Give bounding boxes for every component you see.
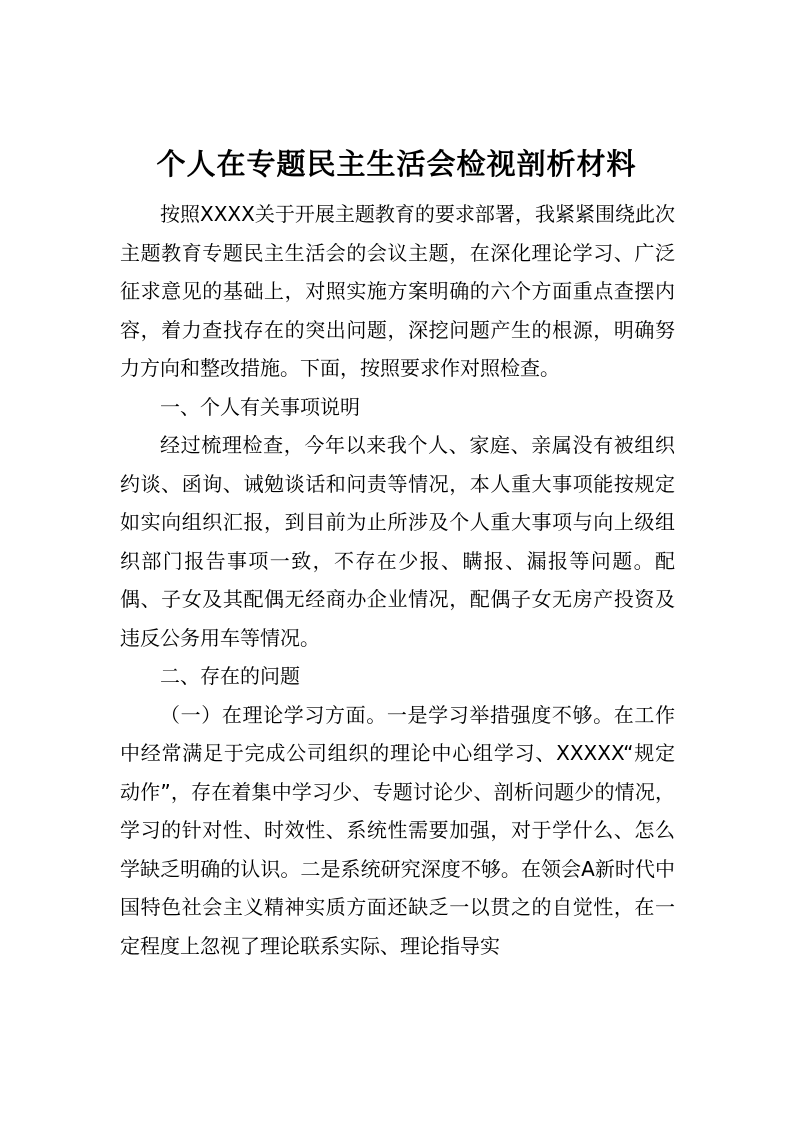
section-2-paragraph: （一）在理论学习方面。一是学习举措强度不够。在工作中经常满足于完成公司组织的理论中心组学习、XXXXX“规定动作”，存在着集中学习少、专题讨论少、剖析问题少的情况，学习的针对性、时效性、系统性需要加强，对于学什么、怎么学缺乏明确的认识。二是系统研究深度不够。在领会A新时代中国特色社会主义精神实质方面还缺乏一以贯之的自觉性，在一定程度上忽视了理论联系实际、理论指导实: [120, 702, 675, 958]
section-heading-2: 二、存在的问题: [160, 664, 300, 688]
document-title: 个人在专题民主生活会检视剖析材料: [156, 147, 637, 182]
section-1-paragraph: 经过梳理检查，今年以来我个人、家庭、亲属没有被组织约谈、函询、诫勉谈话和问责等情况，本人重大事项能按规定如实向组织汇报，到目前为止所涉及个人重大事项与向上级组织部门报告事项一致，不存在少报、瞒报、漏报等问题。配偶、子女及其配偶无经商办企业情况，配偶子女无房产投资及违反公务用车等情况。: [120, 433, 675, 650]
document-body: [120, 195, 675, 965]
intro-paragraph: 按照XXXX关于开展主题教育的要求部署，我紧紧围绕此次主题教育专题民主生活会的会议主题，在深化理论学习、广泛征求意见的基础上，对照实施方案明确的六个方面重点查摆内容，着力查找存在的突出问题，深挖问题产生的根源，明确努力方向和整改措施。下面，按照要求作对照检查。: [120, 202, 675, 380]
section-heading-1: 一、个人有关事项说明: [160, 394, 360, 419]
